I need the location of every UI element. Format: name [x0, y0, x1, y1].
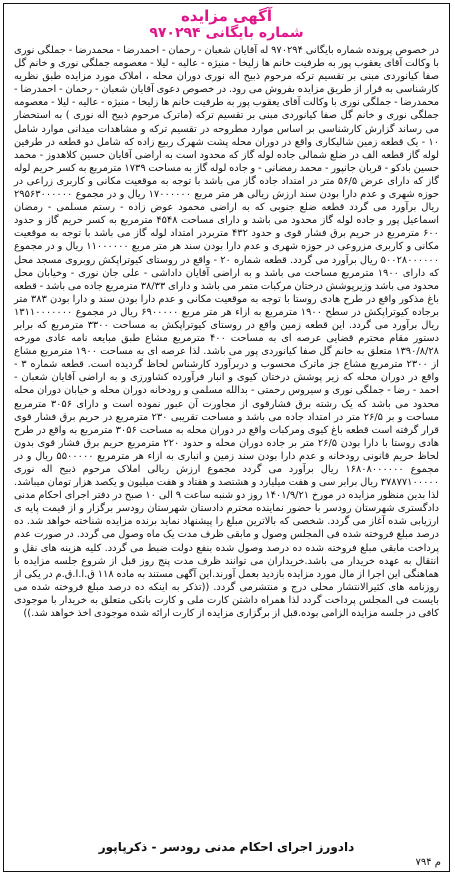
- signature: دادورز اجرای احکام مدنی رودسر - ذکرپاپور: [98, 840, 355, 854]
- notice-frame: [3, 3, 450, 872]
- notice-title: آگهی مزایده: [180, 7, 273, 25]
- notice-body: در خصوص پرونده شماره بایگانی ۹۷۰۲۹۴ له آقایان شعبان - رحمان - احمدرضا - محمدرضا - جملگی نوری با وکالت آقای یعقوب پور به طرفیت خانم ها زلیخا - منیژه - عالیه - لیلا - معصومه جملگی نوری و خانم گل صفا کیانوردی مبنی بر تقسیم ترکه مرحوم ذبیح اله نوری دوران محله ، املاک مورد مزایده طبق نظریه کارشناسی به قرار از طریق مزایده بفروش می رود. در خصوص دعوی آقایان شعبان - رحمان - احمدرضا - محمدرضا - جملگی نوری با وکالت آقای یعقوب پور به طرفیت خانم ها زلیخا - منیژه - عالیه - لیلا - معصومه جملگی نوری و خانم گل صفا کیانوردی مبنی بر تقسیم ترکه (ماترک مرحوم ذبیح اله نوری ) به استحضار می رساند گزارش کارشناسی بر اساس موارد مطروحه در تقسیم ترکه و مشاهدات میدانی موارد شامل ۱۰ - یک قطعه زمین شالیکاری واقع در دوران محله پشت شهرک ربیع زاده که شامل دو قطعه در طرفین لوله گاز قطعه الف در ضلع شمالی جاده لوله گاز که محدود است به اراضی آقایان حسین کلاهدوز - محمد حسین بادکو - قربان جانپور - محمد رمضانی - و جاده لوله گاز به مساحت ۱۷۳۹ مترمربع به کسر حریم لوله گاز که دارای عرض ۵۶/۵ متر در امتداد جاده گاز می باشد با توجه به موقعیت مکانی و کاربری زراعی در حوزه شهری و عدم دارا بودن سند ارزش ریالی هر متر مربع ۱۷۰۰۰۰۰۰ ریال و در مجموع ۲۹۵۶۳۰۰۰۰۰۰ ریال برآورد می گردد قطعه ضلع جنوبی که به اراضی محمود عوض زاده - رستم مسلمی - رمضان اسماعیل پور و جاده لوله گاز محدود می باشد و دارای مساحت ۴۵۴۸ مترمربع به کسر حریم گاز و حدود ۶۰۰ مترمربع در حریم برق فشار قوی و حدود ۴۳۲ متربردر امتداد لوله گاز می باشد با توجه به موقعیت مکانی و کاربری مزروعی در حوزه شهری و عدم دارا بودن سند هر متر مربع ۱۱۰۰۰۰۰۰ ریال و در مجموع ۵۰۰۲۸۰۰۰۰۰۰ ریال برآورد می گردد. قطعه شماره ۲۰ - واقع در روستای کیوتراپکش روبروی مسجد محل که دارای ۱۹۰۰ مترمربع مساحت می باشد و به اراضی آقایان داداشی - علی جان نوری - وخیابان محل محدود می باشد وزیرپوشش درختان مرکبات متمر می باشد و دارای ۳۸/۳۳ مترمربع جاده می باشد - قطعه باغ مذکور واقع در طرح هادی روستا با توجه به موقعیت مکانی و عدم دارا بودن سند و دارا بودن ۳۸۳ متر برجاده کیوتراپکش در سطح ۱۹۰۰ مترمربع به ازاء هر متر مربع ۶۹۰۰۰۰۰ ریال در مجموع ۱۳۱۱۰۰۰۰۰۰۰ ریال برآورد می گردد. این قطعه زمین واقع در روستای کیوتراپکش به مساحت ۳۳۰۰ مترمربع که برابر دستور مقام محترم قضایی عرصه ای به مساحت ۴۰۰ مترمربع مشاع طبق مبایعه نامه عادی مورخه ۱۳۹۰/۸/۲۸ متعلق به خانم گل صفا کیانوردی پور می باشد. لذا عرصه ای به مساحت ۱۹۰۰ مترمربع مشاع از ۲۳۰۰ مترمربع مشاع جز ماترک محسوب و دربرآورد کارشناس لحاظ گردیده است. قطعه شماره ۳ - واقع در دوران محله که زیر پوشش درختان کیوی و انبار فرآورده کشاورزی و به اراضی آقایان شعبان - احمد - رضا - جملگی نوری و سیروس رحمتی - بدالله مسلمی و رودخانه دوران محله و خیابان دوران محله محدود می باشد که یک رشته برق فشارقوی از مجاورت آن عبور نموده است و دارای ۳۰۵۶ مترمربع مساحت و بر ۲۶/۵ متر در امتداد جاده می باشد و مساحت تقریبی ۲۳۰ مترمربع در حریم برق فشار قوی قرار گرفته است قطعه باغ کیوی ومرکبات واقع در دوران محله به مساحت ۳۰۵۶ مترمربع به واقع در طرح هادی روستا با دارا بودن ۲۶/۵ متر بر جاده دوران محله و حدود ۲۲۰ مترمربع حریم برق فشار قوی بدون لحاظ حریم قانونی رودخانه و عدم دارا بودن سند زمین و انباری به ازاء هر مترمربع ۵۵۰۰۰۰۰ ریال و در مجموع ۱۶۸۰۸۰۰۰۰۰۰ ریال برآورد می گردد مجموع ارزش ریالی املاک مرحوم ذبیح اله نوری ۳۷۸۷۷۱۰۰۰۰۰ ریال برابر سی و هفت میلیارد و هشتصد و هفتاد و هفت میلیون و یکصد هزار تومان میباشد. لذا بدین منظور مزایده در مورخ ۱۴۰۱/۹/۲۱ روز دو شنبه ساعت ۹ الی ۱۰ صبح در دفتر اجرای احکام مدنی دادگستری شهرستان رودسر با حضور نماینده محترم دادستان شهرستان رودسر برگزار و از قیمت پایه ی ارزیابی شده آغاز می گردد. شخصی که بالاترین مبلغ را پیشنهاد نماید برنده مزایده شناخته خواهد شد. ده درصد مبلغ فروخته شده فی المجلس وصول و مابقی ظرف مدت یک ماه وصول می گردد. در صورت عدم پرداخت مابقی مبلغ فروخته شده ده درصد وصول شده بنفع دولت ضبط می گردد. کلیه هزینه های نقل و انتقال به عهده خریدار می باشد.خریداران می توانند ظرف مدت پنج روز قبل از شروع جلسه مزایده با هماهنگی این اجرا از مال مورد مزایده بازدید بعمل آورند.این آگهی مستند به ماده ۱۱۸ ق.ا.ا.ق.م در یکی از روزنامه های کثیرالانتشار محلی درج و منتشرمی گردد. ((تذکر به اینکه ده درصد مبلغ فروخته شده می بایست فی المجلس پرداخت گردد لذا همراه داشتن کارت ملی و کارت بانکی متعلق به خریدار با موجودی کافی در جلسه مزایده الزامی بوده.قبل از برگزاری مزایده از کارت ارائه شده موجودی اخذ خواهد شد.)): [14, 45, 440, 620]
- notice-header: [4, 4, 449, 42]
- reference-code: م ۷۹۴: [415, 857, 441, 868]
- file-number: شماره بایگانی ۹۷۰۲۹۴: [149, 25, 304, 41]
